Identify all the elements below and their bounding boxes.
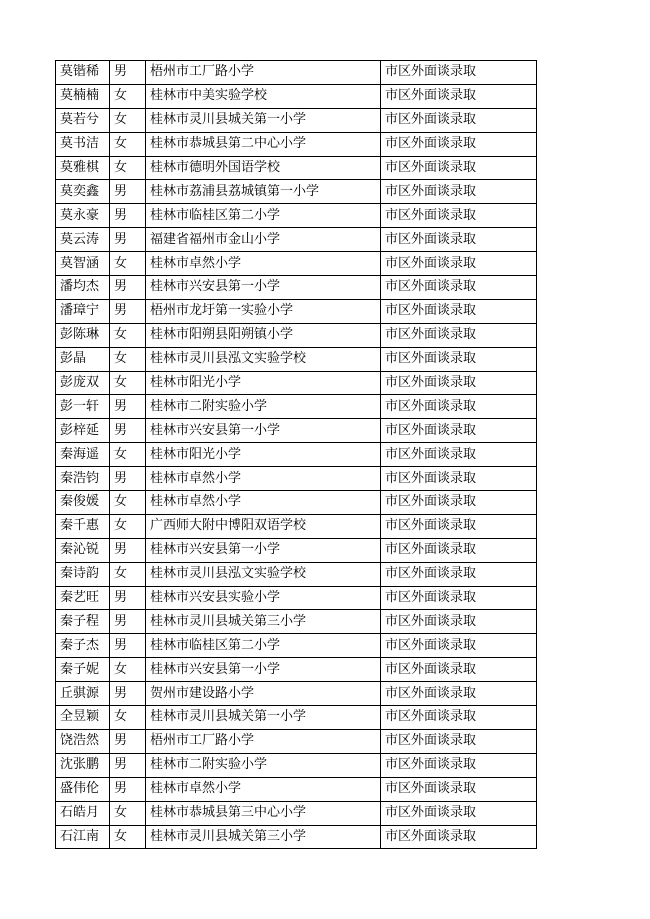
admission-result-cell: 市区外面谈录取	[381, 395, 537, 419]
admission-result-cell: 市区外面谈录取	[381, 204, 537, 228]
student-name-cell: 莫云涛	[56, 228, 110, 252]
table-row	[56, 467, 537, 491]
table-row	[56, 180, 537, 204]
admission-result-cell: 市区外面谈录取	[381, 61, 537, 85]
school-cell: 桂林市二附实验小学	[146, 753, 381, 777]
gender-cell: 女	[110, 443, 146, 467]
gender-cell: 女	[110, 562, 146, 586]
school-cell: 桂林市兴安县第一小学	[146, 419, 381, 443]
gender-cell: 女	[110, 658, 146, 682]
student-name-cell: 潘均杰	[56, 276, 110, 300]
admission-result-cell: 市区外面谈录取	[381, 825, 537, 849]
student-name-cell: 彭梓延	[56, 419, 110, 443]
school-cell: 桂林市灵川县泓文实验学校	[146, 562, 381, 586]
student-name-cell: 秦俊媛	[56, 491, 110, 515]
table-row	[56, 538, 537, 562]
school-cell: 桂林市二附实验小学	[146, 395, 381, 419]
admission-result-cell: 市区外面谈录取	[381, 132, 537, 156]
admission-result-cell: 市区外面谈录取	[381, 753, 537, 777]
gender-cell: 男	[110, 180, 146, 204]
table-row	[56, 108, 537, 132]
table-row	[56, 419, 537, 443]
table-row	[56, 777, 537, 801]
admission-table-body	[56, 61, 537, 849]
student-name-cell: 秦子杰	[56, 634, 110, 658]
student-name-cell: 莫书洁	[56, 132, 110, 156]
student-name-cell: 秦诗韵	[56, 562, 110, 586]
table-row	[56, 156, 537, 180]
gender-cell: 女	[110, 706, 146, 730]
gender-cell: 女	[110, 252, 146, 276]
gender-cell: 男	[110, 586, 146, 610]
student-name-cell: 彭晶	[56, 347, 110, 371]
student-name-cell: 沈张鹏	[56, 753, 110, 777]
admission-result-cell: 市区外面谈录取	[381, 299, 537, 323]
student-name-cell: 彭陈琳	[56, 323, 110, 347]
admission-result-cell: 市区外面谈录取	[381, 729, 537, 753]
school-cell: 桂林市卓然小学	[146, 491, 381, 515]
gender-cell: 男	[110, 61, 146, 85]
student-name-cell: 秦子程	[56, 610, 110, 634]
school-cell: 梧州市龙圩第一实验小学	[146, 299, 381, 323]
student-name-cell: 秦海遥	[56, 443, 110, 467]
student-name-cell: 莫雅棋	[56, 156, 110, 180]
admission-result-cell: 市区外面谈录取	[381, 538, 537, 562]
table-row	[56, 706, 537, 730]
gender-cell: 男	[110, 395, 146, 419]
admission-result-cell: 市区外面谈录取	[381, 180, 537, 204]
admission-result-cell: 市区外面谈录取	[381, 156, 537, 180]
table-row	[56, 84, 537, 108]
admission-result-cell: 市区外面谈录取	[381, 347, 537, 371]
gender-cell: 女	[110, 371, 146, 395]
table-row	[56, 586, 537, 610]
student-name-cell: 秦子妮	[56, 658, 110, 682]
gender-cell: 男	[110, 228, 146, 252]
school-cell: 桂林市灵川县城关第一小学	[146, 706, 381, 730]
admission-table	[55, 60, 537, 849]
table-row	[56, 132, 537, 156]
table-row	[56, 395, 537, 419]
gender-cell: 男	[110, 682, 146, 706]
table-row	[56, 658, 537, 682]
gender-cell: 女	[110, 132, 146, 156]
gender-cell: 女	[110, 347, 146, 371]
school-cell: 桂林市卓然小学	[146, 777, 381, 801]
admission-result-cell: 市区外面谈录取	[381, 491, 537, 515]
school-cell: 桂林市荔浦县荔城镇第一小学	[146, 180, 381, 204]
school-cell: 桂林市兴安县第一小学	[146, 538, 381, 562]
gender-cell: 女	[110, 323, 146, 347]
admission-result-cell: 市区外面谈录取	[381, 801, 537, 825]
table-row	[56, 228, 537, 252]
gender-cell: 女	[110, 514, 146, 538]
student-name-cell: 盛伟伦	[56, 777, 110, 801]
table-row	[56, 299, 537, 323]
table-row	[56, 634, 537, 658]
admission-result-cell: 市区外面谈录取	[381, 682, 537, 706]
school-cell: 桂林市灵川县城关第三小学	[146, 825, 381, 849]
admission-result-cell: 市区外面谈录取	[381, 562, 537, 586]
table-row	[56, 276, 537, 300]
admission-result-cell: 市区外面谈录取	[381, 706, 537, 730]
admission-result-cell: 市区外面谈录取	[381, 634, 537, 658]
gender-cell: 男	[110, 276, 146, 300]
student-name-cell: 饶浩然	[56, 729, 110, 753]
admission-result-cell: 市区外面谈录取	[381, 419, 537, 443]
school-cell: 桂林市中美实验学校	[146, 84, 381, 108]
admission-result-cell: 市区外面谈录取	[381, 610, 537, 634]
table-row	[56, 610, 537, 634]
admission-result-cell: 市区外面谈录取	[381, 276, 537, 300]
student-name-cell: 莫奕鑫	[56, 180, 110, 204]
school-cell: 桂林市临桂区第二小学	[146, 204, 381, 228]
table-row	[56, 562, 537, 586]
table-row	[56, 514, 537, 538]
admission-result-cell: 市区外面谈录取	[381, 586, 537, 610]
school-cell: 桂林市兴安县第一小学	[146, 276, 381, 300]
table-row	[56, 323, 537, 347]
gender-cell: 女	[110, 108, 146, 132]
gender-cell: 男	[110, 777, 146, 801]
gender-cell: 女	[110, 825, 146, 849]
school-cell: 桂林市灵川县泓文实验学校	[146, 347, 381, 371]
school-cell: 贺州市建设路小学	[146, 682, 381, 706]
gender-cell: 男	[110, 610, 146, 634]
school-cell: 桂林市卓然小学	[146, 252, 381, 276]
table-row	[56, 729, 537, 753]
student-name-cell: 彭庞双	[56, 371, 110, 395]
table-row	[56, 682, 537, 706]
table-row	[56, 753, 537, 777]
table-row	[56, 443, 537, 467]
school-cell: 梧州市工厂路小学	[146, 61, 381, 85]
gender-cell: 女	[110, 84, 146, 108]
school-cell: 桂林市灵川县城关第一小学	[146, 108, 381, 132]
school-cell: 桂林市兴安县第一小学	[146, 658, 381, 682]
table-row	[56, 801, 537, 825]
admission-result-cell: 市区外面谈录取	[381, 228, 537, 252]
school-cell: 桂林市兴安县实验小学	[146, 586, 381, 610]
admission-result-cell: 市区外面谈录取	[381, 371, 537, 395]
school-cell: 桂林市德明外国语学校	[146, 156, 381, 180]
student-name-cell: 莫楠楠	[56, 84, 110, 108]
gender-cell: 女	[110, 491, 146, 515]
student-name-cell: 彭一轩	[56, 395, 110, 419]
school-cell: 广西师大附中博阳双语学校	[146, 514, 381, 538]
school-cell: 桂林市阳朔县阳朔镇小学	[146, 323, 381, 347]
student-name-cell: 秦浩钧	[56, 467, 110, 491]
admission-result-cell: 市区外面谈录取	[381, 108, 537, 132]
student-name-cell: 莫智涵	[56, 252, 110, 276]
gender-cell: 男	[110, 299, 146, 323]
gender-cell: 女	[110, 801, 146, 825]
school-cell: 桂林市阳光小学	[146, 443, 381, 467]
school-cell: 梧州市工厂路小学	[146, 729, 381, 753]
student-name-cell: 秦沁锐	[56, 538, 110, 562]
table-row	[56, 204, 537, 228]
table-row	[56, 371, 537, 395]
student-name-cell: 石皓月	[56, 801, 110, 825]
student-name-cell: 莫锴稀	[56, 61, 110, 85]
gender-cell: 男	[110, 634, 146, 658]
student-name-cell: 秦艺旺	[56, 586, 110, 610]
table-row	[56, 347, 537, 371]
table-row	[56, 252, 537, 276]
school-cell: 桂林市阳光小学	[146, 371, 381, 395]
school-cell: 福建省福州市金山小学	[146, 228, 381, 252]
admission-result-cell: 市区外面谈录取	[381, 467, 537, 491]
school-cell: 桂林市卓然小学	[146, 467, 381, 491]
table-row	[56, 825, 537, 849]
student-name-cell: 全昱颖	[56, 706, 110, 730]
student-name-cell: 潘璋宁	[56, 299, 110, 323]
gender-cell: 男	[110, 419, 146, 443]
admission-result-cell: 市区外面谈录取	[381, 443, 537, 467]
admission-result-cell: 市区外面谈录取	[381, 514, 537, 538]
gender-cell: 男	[110, 538, 146, 562]
gender-cell: 男	[110, 753, 146, 777]
student-name-cell: 莫若兮	[56, 108, 110, 132]
gender-cell: 男	[110, 729, 146, 753]
admission-result-cell: 市区外面谈录取	[381, 777, 537, 801]
gender-cell: 男	[110, 467, 146, 491]
school-cell: 桂林市恭城县第二中心小学	[146, 132, 381, 156]
admission-result-cell: 市区外面谈录取	[381, 84, 537, 108]
gender-cell: 男	[110, 204, 146, 228]
student-name-cell: 石江南	[56, 825, 110, 849]
student-name-cell: 秦千惠	[56, 514, 110, 538]
table-row	[56, 61, 537, 85]
student-name-cell: 莫永豪	[56, 204, 110, 228]
admission-result-cell: 市区外面谈录取	[381, 252, 537, 276]
school-cell: 桂林市恭城县第三中心小学	[146, 801, 381, 825]
admission-result-cell: 市区外面谈录取	[381, 658, 537, 682]
gender-cell: 女	[110, 156, 146, 180]
admission-result-cell: 市区外面谈录取	[381, 323, 537, 347]
school-cell: 桂林市临桂区第二小学	[146, 634, 381, 658]
table-row	[56, 491, 537, 515]
student-name-cell: 丘骐源	[56, 682, 110, 706]
school-cell: 桂林市灵川县城关第三小学	[146, 610, 381, 634]
